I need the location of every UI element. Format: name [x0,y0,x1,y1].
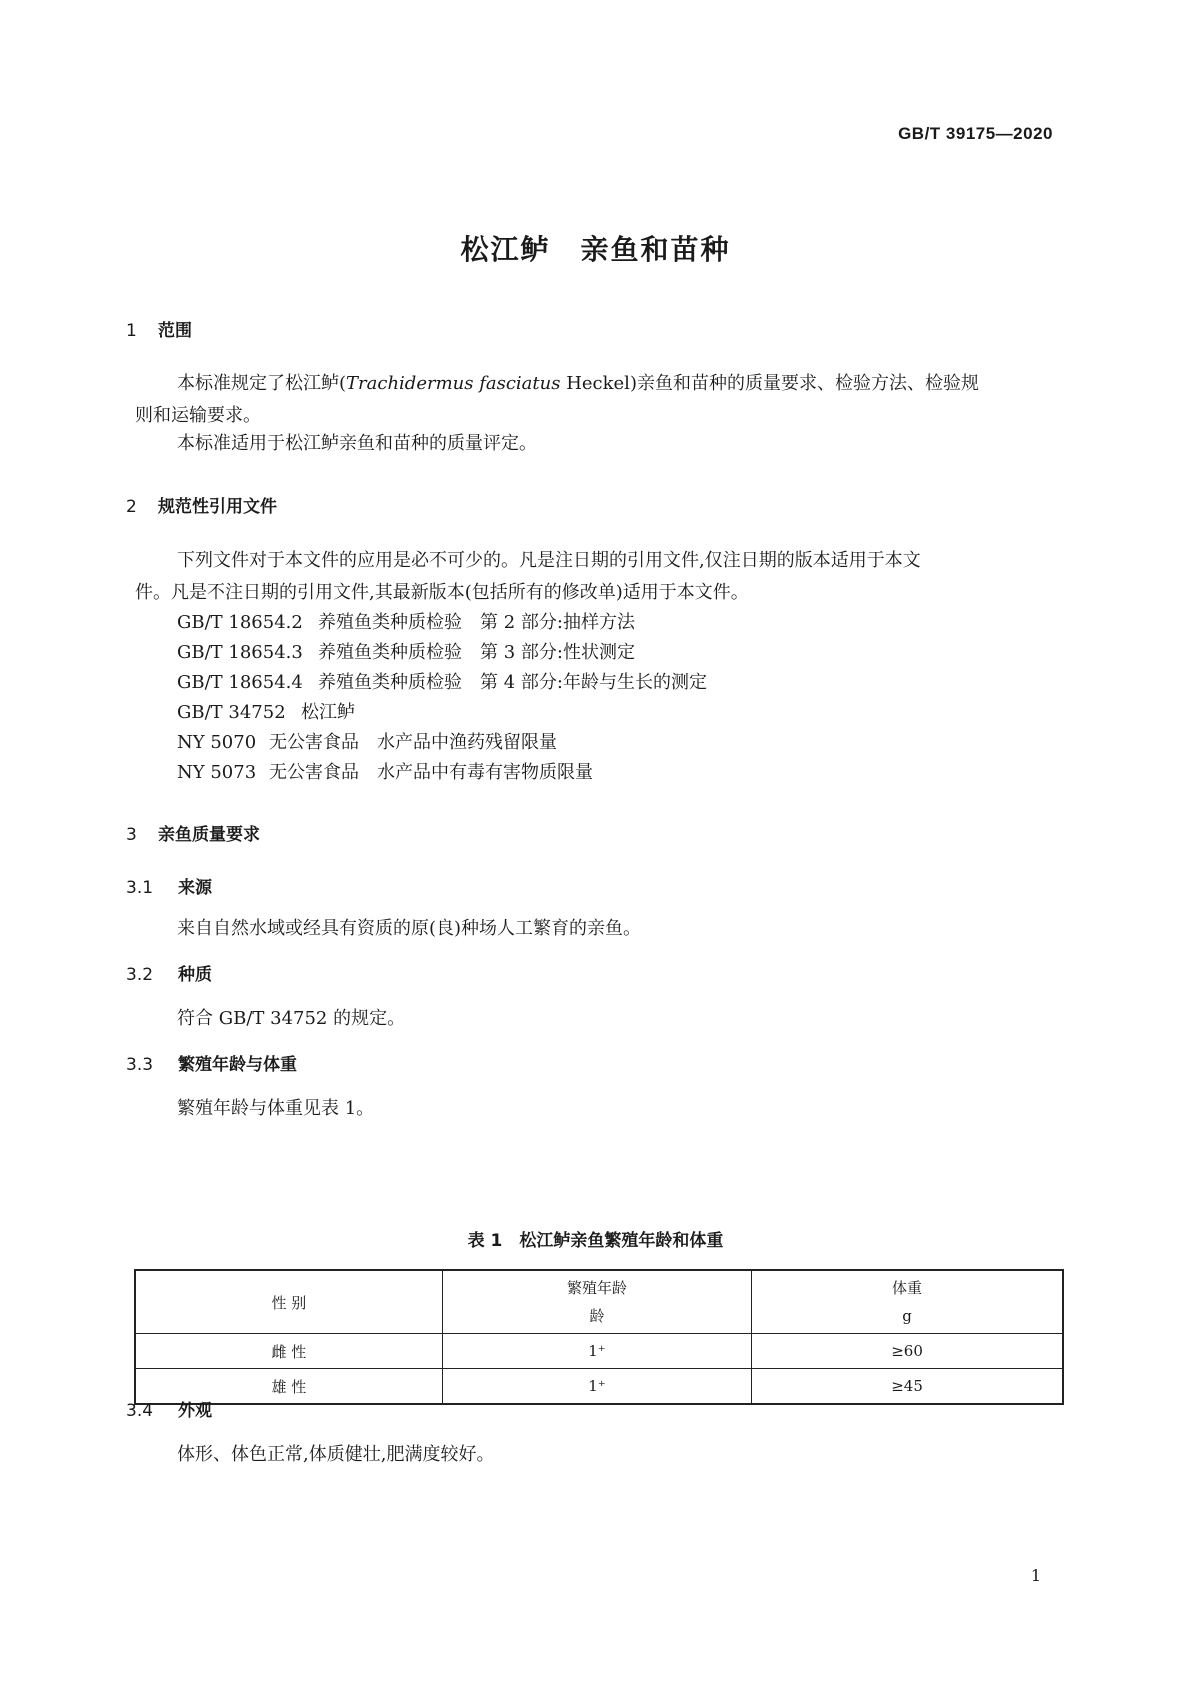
breeding-age-weight-table [134,1269,1064,1405]
section-number: 2 [126,497,137,517]
subsection-3-4-text: 体形、体色正常,体质健壮,肥满度较好。 [177,1444,495,1465]
standard-number: GB/T 39175—2020 [898,124,1053,143]
reference-item: GB/T 18654.4 养殖鱼类种质检验 第 4 部分:年龄与生长的测定 [177,672,707,693]
cell-sex: 雌 性 [135,1334,442,1369]
reference-item: GB/T 18654.2 养殖鱼类种质检验 第 2 部分:抽样方法 [177,612,635,633]
page-title: 松江鲈 亲鱼和苗种 [460,233,731,266]
cell-weight: ≥45 [752,1369,1063,1405]
page-number: 1 [1030,1566,1041,1585]
header-age: 繁殖年龄 龄 [442,1270,751,1334]
header-sex: 性 别 [135,1270,442,1334]
latin-name: Trachidermus fasciatus [346,373,561,394]
cell-sex: 雄 性 [135,1369,442,1405]
cell-age: 1⁺ [442,1369,751,1405]
subsection-3-2-heading: 3.2 种质 [126,965,212,985]
section-title: 范围 [158,321,192,341]
header-weight: 体重 g [752,1270,1063,1334]
section-title: 规范性引用文件 [158,497,277,517]
subsection-3-3-heading: 3.3 繁殖年龄与体重 [126,1055,297,1075]
section-2-paragraph: 下列文件对于本文件的应用是必不可少的。凡是注日期的引用文件,仅注日期的版本适用于本文 件。凡是不注日期的引用文件,其最新版本(包括所有的修改单)适用于本文件。 [135,550,921,603]
section-number: 1 [126,321,137,341]
subsection-3-2-text: 符合 GB/T 34752 的规定。 [177,1008,406,1029]
section-title: 亲鱼质量要求 [158,825,260,845]
subsection-3-4-heading: 3.4 外观 [126,1401,212,1421]
subsection-3-3-text: 繁殖年龄与体重见表 1。 [177,1098,375,1119]
section-1-paragraph-1: 本标准规定了松江鲈(Trachidermus fasciatus Heckel)亲鱼和苗种的质量要求、检验方法、检验规 则和运输要求。 [135,373,979,426]
section-2-heading [126,492,277,517]
table-row [135,1334,1063,1369]
reference-item: GB/T 34752 松江鲈 [177,702,355,723]
cell-age: 1⁺ [442,1334,751,1369]
table-caption: 表 1 松江鲈亲鱼繁殖年龄和体重 [467,1231,724,1251]
subsection-3-1-text: 来自自然水域或经具有资质的原(良)种场人工繁育的亲鱼。 [177,918,642,939]
table-row [135,1369,1063,1405]
reference-item: NY 5070 无公害食品 水产品中渔药残留限量 [177,732,557,753]
table-header-row [135,1270,1063,1334]
section-number: 3 [126,825,137,845]
section-1-paragraph-2: 本标准适用于松江鲈亲鱼和苗种的质量评定。 [177,433,537,454]
reference-item: GB/T 18654.3 养殖鱼类种质检验 第 3 部分:性状测定 [177,642,635,663]
cell-weight: ≥60 [752,1334,1063,1369]
section-1-heading [126,316,192,341]
reference-item: NY 5073 无公害食品 水产品中有毒有害物质限量 [177,762,593,783]
section-3-heading [126,820,260,845]
subsection-3-1-heading: 3.1 来源 [126,878,212,898]
